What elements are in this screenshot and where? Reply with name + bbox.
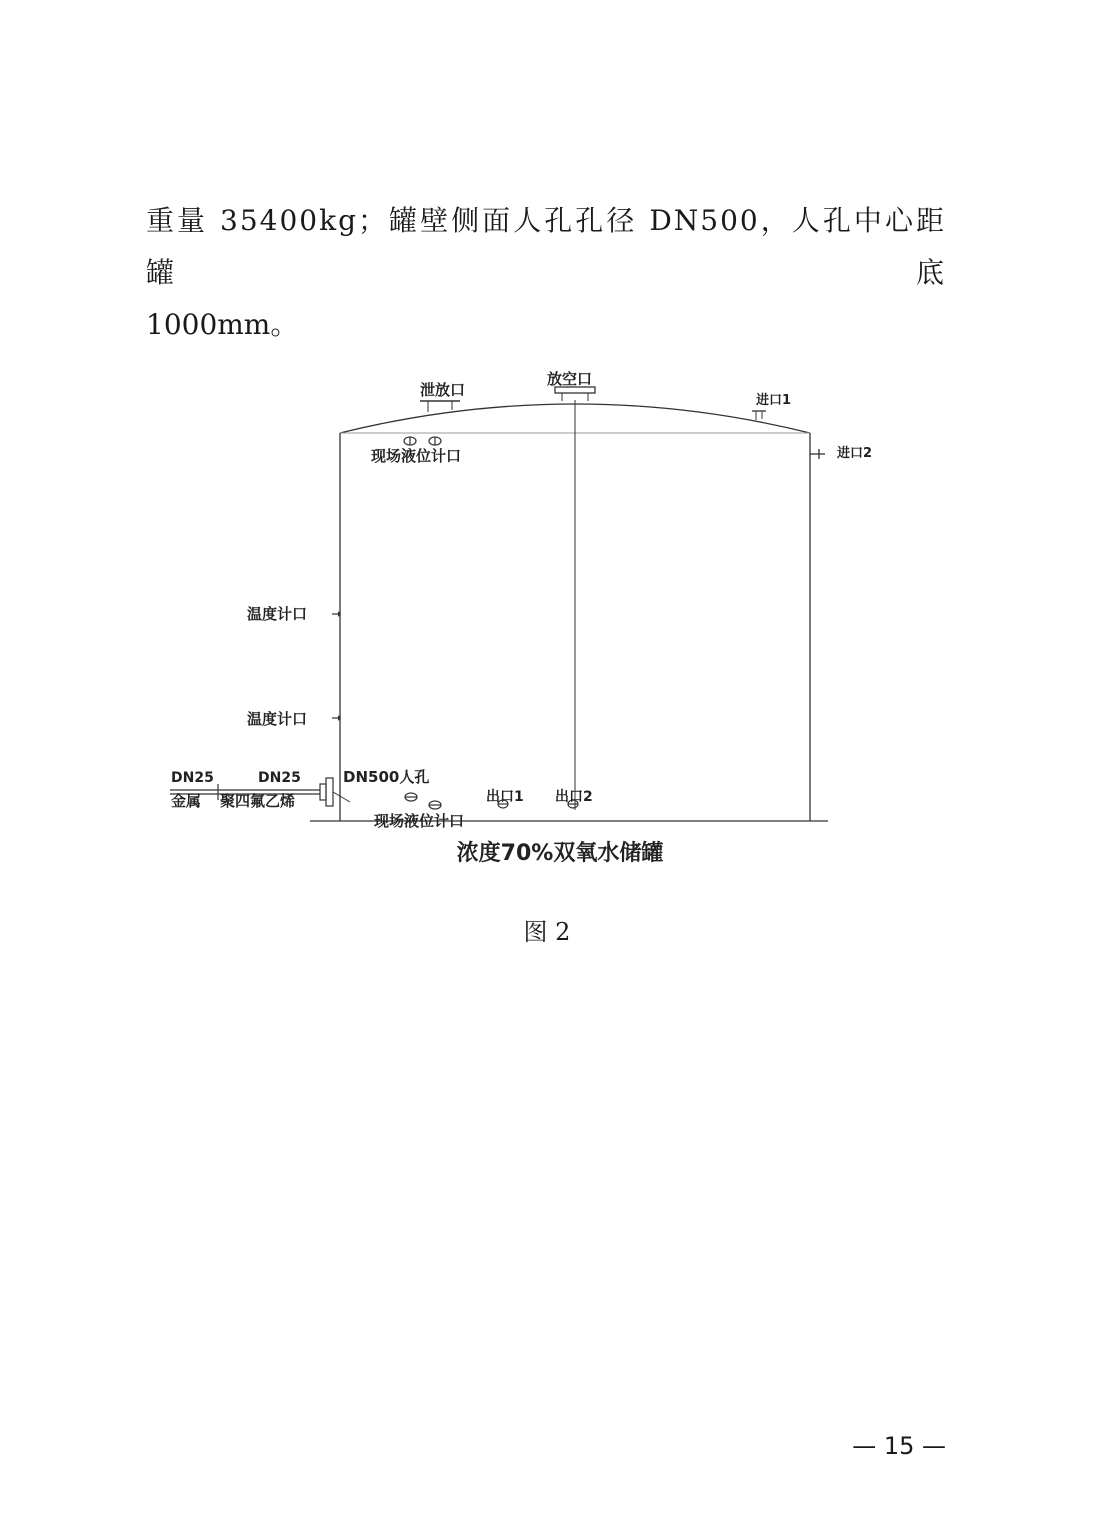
- label-manhole: DN500人孔: [343, 768, 430, 786]
- paragraph-line-1: 重量 35400kg；罐壁侧面人孔孔径 DN500，人孔中心距罐底: [146, 204, 946, 289]
- label-inlet1: 进口1: [756, 393, 792, 408]
- label-temp-2: 温度计口: [247, 710, 308, 728]
- manhole-leader: [333, 792, 350, 802]
- label-temp-1: 温度计口: [247, 605, 308, 623]
- label-ptfe: 聚四氟乙烯: [220, 792, 296, 810]
- label-metal: 金属: [171, 792, 202, 810]
- label-level-bottom: 现场液位计口: [374, 812, 465, 830]
- label-level-top: 现场液位计口: [371, 447, 462, 465]
- level-gauge-top-ports: [404, 437, 441, 445]
- body-paragraph: [146, 195, 946, 351]
- label-dn25-right: DN25: [258, 770, 301, 786]
- figure-caption: 图 2: [523, 918, 571, 946]
- tank-diagram: [160, 360, 873, 870]
- label-outlet2: 出口2: [555, 789, 593, 805]
- level-gauge-bottom-ports: [405, 793, 441, 809]
- label-outlet1: 出口1: [486, 789, 524, 805]
- label-inlet2: 进口2: [837, 446, 873, 461]
- label-dn25-left: DN25: [171, 770, 214, 786]
- figure-title: 浓度70%双氧水储罐: [456, 841, 664, 866]
- paragraph-line-2: 1000mm。: [146, 308, 299, 341]
- label-drain: 泄放口: [420, 381, 466, 399]
- page-number: — 15 —: [852, 1432, 946, 1460]
- label-vent: 放空口: [547, 370, 593, 388]
